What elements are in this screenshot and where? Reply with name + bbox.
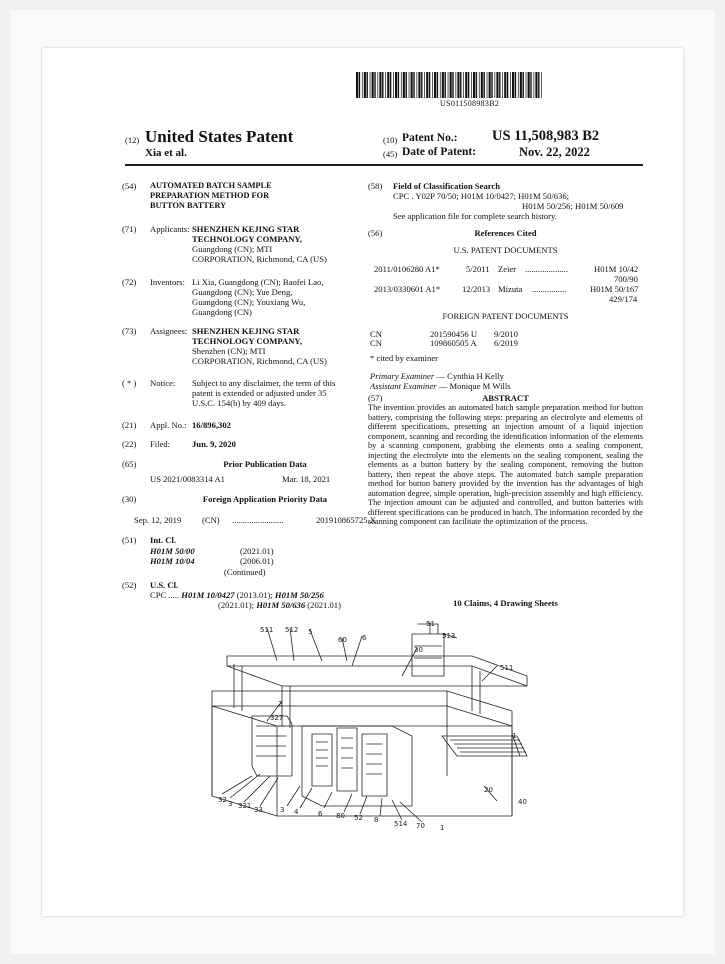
date-label: Date of Patent: xyxy=(402,146,477,158)
barcode-bar xyxy=(364,72,366,98)
barcode-bar xyxy=(496,72,498,98)
figure-label: 80 xyxy=(336,812,345,820)
barcode-bar xyxy=(457,72,459,98)
figure-label: 1 xyxy=(440,824,445,832)
barcode-bar xyxy=(504,72,506,98)
figure-label: 327 xyxy=(270,714,284,722)
barcode-bar xyxy=(535,72,537,98)
barcode-bar xyxy=(528,72,530,98)
figure-label: 512 xyxy=(285,626,299,634)
barcode-bar xyxy=(378,72,379,98)
barcode-bar xyxy=(487,72,488,98)
assistant-examiner: Assistant Examiner — Monique M Wills xyxy=(370,381,511,391)
barcode-bar xyxy=(473,72,475,98)
barcode-bar xyxy=(370,72,371,98)
barcode-bar xyxy=(442,72,444,98)
barcode-bar xyxy=(382,72,383,98)
figure-label: 60 xyxy=(338,636,347,644)
figure-label: 6 xyxy=(362,634,367,642)
barcode-bar xyxy=(460,72,461,98)
barcode-bar xyxy=(409,72,410,98)
figure-label: 33 xyxy=(254,806,263,814)
barcode-bar xyxy=(411,72,413,98)
abstract-text: The invention provides an automated batch sample preparation method for button battery, comprising the following steps: preparing an electrolyte and elements of different specifications, presetting an injection amount of a liquid injection component, scanning and recording the identification information of the elements by a scanning component, grabbing the elements onto a sealing component, injecting the electrolyte into the elements on the sealing component, sealing the elements as a button battery by the sealing component, removing the button battery, then repeat the above steps. The automated batch sample preparation method for button battery provided by the invention has the advantages of high automation degree, simple operation, high-precision assembly and high efficiency. The injection amount can be adjusted and controlled, and button batteries with different specifications can be produced in batch. The information recorded by the scanning component can facilitate the optimization of the process. xyxy=(368,403,643,527)
barcode-bar xyxy=(429,72,430,98)
barcode-bar xyxy=(471,72,472,98)
figure-label: 20 xyxy=(484,786,493,794)
barcode-bar xyxy=(481,72,483,98)
barcode-bar xyxy=(421,72,422,98)
barcode-bar xyxy=(437,72,438,98)
barcode-bar xyxy=(401,72,402,98)
patent-page: US011508983B2 (12) United States Patent Xia et al. (10) Patent No.: US 11,508,983 B2 (45) Date of Patent: Nov. 22, 2022 (54) AUTOMATED BATCH SAMPLE PREPARATION METHOD FOR BUTTON BATTERY (71) Applicants: SHENZHEN KEJING STAR TECHNOLOGY COMPANY, Guangdong (CN); MTI CORPORATION, Richmond, CA (US) (72) Inventors: Li Xia, Guangdong (CN); Baofei Lao, Guangdong (CN); Yue Deng, Guangdong (CN); Youxiang Wu, Guangdong (CN) (73) Assignees: SHENZHEN KEJING STAR TECHNOLOGY COMPANY, Shenzhen (CN); MTI CORPORATION, Richmond, CA (US) ( * ) Notice: Subject to any disclaimer, the term of this patent is extended or adjusted under 35 U.S.C. 154(b) by 409 days. (21) Appl. No.: 16/896,302 (22) Filed: Jun. 9, 2020 (65) Prior Publication Data US 2021/0083314 A1 Mar. 18, 2021 (30) Foreign Application Priority Data Sep. 12, 2019 (CN) ........................ 201910865725.X (51) Int. Cl. H01M 50/00 (2021.01) H01M 10/04 (2006.01) (Continued) (52) U.S. Cl. CPC ..... H01M 10/0427 (2013.01); H01M 50/256 (2021.01); H01M 50/636 (2021.01) (58) Field of Classification Search CPC . Y02P 70/50; H01M 10/0427; H01M 50/636; H01M 50/256; H01M 50/609 See application file for complete search history. (56) References Cited U.S. PATENT DOCUMENTS 2011/0106280 A1* 5/2011 Zeier .................... H01M 10/42 700/90 2013/0330601 A1* 12/2013 Mizuta ................ H01M 50/167 429/174 FOREIGN PATENT DOCUMENTS CN 201590456 U 9/2010 CN 109860505 A 6/2019 * cited by examiner Primary Examiner — Cynthia H Kelly Assistant Examiner — Monique M Wills (57) ABSTRACT The invention provides an automated batch sample preparation method for button battery, comprising the following steps: preparing an electrolyte and elements of different specifications, presetting an injection amount of a liquid injection component, scanning and recording the identification information of the elements by a scanning component, grabbing the elements onto a sealing component, injecting the electrolyte into the elements on the sealing component, sealing the elements as a button battery by the sealing component, removing the button battery, then repeat the above steps. The automated batch sample preparation method for button battery provided by the invention has the advantages of high automation degree, simple operation, high-precision assembly and high efficiency. The injection amount can be adjusted and controlled, and button batteries with different specifications can be produced in batch. The information recorded by the scanning component can facilitate the optimization of the process. 10 Claims, 4 Drawing Sheets 511 512 51 513 5 60 6 30 511 2 327 1 20 40 32 3 321 33 3 4 6 80 52 8 514 70 1 xyxy=(42,48,683,916)
barcode-bar xyxy=(465,72,467,98)
barcode-bar xyxy=(356,72,358,98)
patent-no-label: Patent No.: xyxy=(402,132,458,144)
barcode-bar xyxy=(456,72,457,98)
barcode-bar xyxy=(440,72,441,98)
barcode-bar xyxy=(379,72,381,98)
figure-label: 32 xyxy=(218,796,227,804)
appl-no: 16/896,302 xyxy=(192,420,231,430)
barcode-bar xyxy=(424,72,425,98)
barcode-bar xyxy=(403,72,405,98)
figure-label: 1 xyxy=(512,732,517,740)
barcode-bar xyxy=(541,72,542,98)
code-45: (45) xyxy=(383,149,398,159)
barcode-bar xyxy=(468,72,469,98)
primary-examiner: Primary Examiner — Cynthia H Kelly xyxy=(370,371,504,381)
barcode-bar xyxy=(432,72,433,98)
barcode-bar xyxy=(413,72,414,98)
header-rule xyxy=(125,164,643,166)
figure-label: 321 xyxy=(238,802,252,810)
figure-label: 3 xyxy=(228,800,233,808)
machine-drawing xyxy=(182,616,542,834)
barcode-number: US011508983B2 xyxy=(440,99,500,108)
patent-date: Nov. 22, 2022 xyxy=(519,145,590,159)
barcode-bar xyxy=(526,72,527,98)
barcode-bar xyxy=(367,72,368,98)
figure-label: 8 xyxy=(374,816,379,824)
barcode-image xyxy=(356,72,544,98)
claims-summary: 10 Claims, 4 Drawing Sheets xyxy=(453,598,558,608)
barcode-bar xyxy=(523,72,524,98)
barcode-bar xyxy=(434,72,436,98)
figure-label: 2 xyxy=(278,700,283,708)
figure-label: 511 xyxy=(500,664,514,672)
barcode-bar xyxy=(359,72,360,98)
patent-authors: Xia et al. xyxy=(145,147,187,159)
barcode-bar xyxy=(512,72,514,98)
barcode-bar xyxy=(510,72,511,98)
barcode-bar xyxy=(489,72,491,98)
patent-title: United States Patent xyxy=(145,127,294,146)
barcode-bar xyxy=(491,72,492,98)
barcode-bar xyxy=(530,72,531,98)
figure-label: 514 xyxy=(394,820,408,828)
barcode-bar xyxy=(499,72,500,98)
code-10: (10) xyxy=(383,135,398,145)
figure-label: 3 xyxy=(280,806,285,814)
barcode-bar xyxy=(417,72,418,98)
cited-by-examiner: * cited by examiner xyxy=(370,353,439,363)
invention-title: AUTOMATED BATCH SAMPLE PREPARATION METHOD FOR BUTTON BATTERY xyxy=(150,181,272,210)
barcode-bar xyxy=(518,72,519,98)
figure-label: 52 xyxy=(354,814,363,822)
barcode-bar xyxy=(418,72,420,98)
barcode-bar xyxy=(476,72,477,98)
barcode-bar xyxy=(390,72,391,98)
code-12: (12) xyxy=(125,135,140,145)
barcode-bar xyxy=(515,72,516,98)
figure-label: 5 xyxy=(308,628,313,636)
figure-label: 4 xyxy=(294,808,299,816)
barcode-bar xyxy=(448,72,449,98)
barcode-bar xyxy=(479,72,480,98)
figure-label: 513 xyxy=(442,632,456,640)
barcode-bar xyxy=(406,72,407,98)
barcode-bar xyxy=(426,72,428,98)
figure-label: 6 xyxy=(318,810,323,818)
filed-date: Jun. 9, 2020 xyxy=(192,439,236,449)
patent-number: US 11,508,983 B2 xyxy=(492,128,600,144)
barcode-bar xyxy=(374,72,375,98)
barcode-bar xyxy=(495,72,496,98)
barcode-bar xyxy=(484,72,485,98)
barcode-bar xyxy=(393,72,394,98)
barcode-bar xyxy=(398,72,399,98)
figure-label: 40 xyxy=(518,798,527,806)
figure-label: 511 xyxy=(260,626,274,634)
figure-label: 30 xyxy=(414,646,423,654)
barcode-bar xyxy=(385,72,386,98)
figure-label: 51 xyxy=(426,620,435,628)
barcode-bar xyxy=(463,72,464,98)
barcode-bar xyxy=(445,72,446,98)
barcode-bar xyxy=(450,72,452,98)
figure-label: 70 xyxy=(416,822,425,830)
barcode-bar xyxy=(452,72,453,98)
barcode-bar xyxy=(395,72,397,98)
barcode-bar xyxy=(387,72,389,98)
barcode-bar xyxy=(507,72,508,98)
barcode-bar xyxy=(372,72,374,98)
barcode-bar xyxy=(362,72,363,98)
barcode-bar xyxy=(534,72,535,98)
barcode-bar xyxy=(502,72,503,98)
barcode-bar xyxy=(538,72,539,98)
barcode-bar xyxy=(520,72,522,98)
